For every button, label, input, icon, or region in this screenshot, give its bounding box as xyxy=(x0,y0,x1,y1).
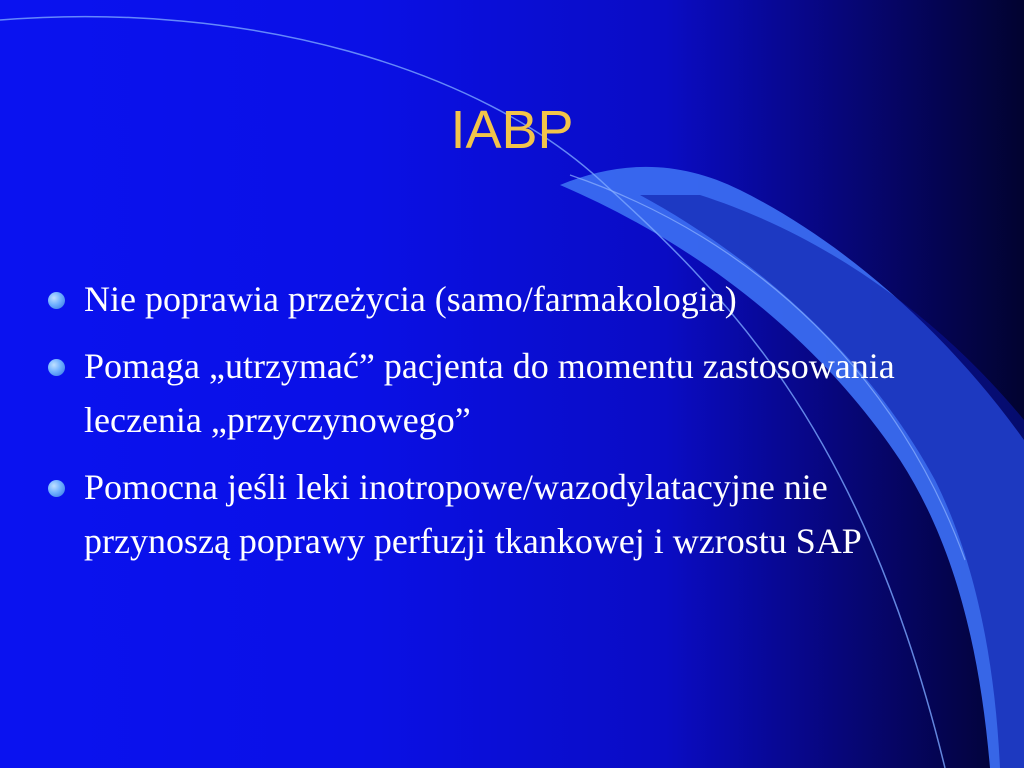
bullet-list xyxy=(48,272,978,581)
bullet-text: Pomocna jeśli leki inotropowe/wazodylatacyjne nie przynoszą poprawy perfuzji tkankowej i wzrostu SAP xyxy=(84,467,862,561)
bullet-dot-icon xyxy=(48,359,65,376)
bullet-item xyxy=(48,339,978,447)
bullet-text: Nie poprawia przeżycia (samo/farmakologia) xyxy=(84,279,737,319)
bullet-dot-icon xyxy=(48,480,65,497)
bullet-item xyxy=(48,272,978,326)
bullet-dot-icon xyxy=(48,292,65,309)
bullet-text: Pomaga „utrzymać” pacjenta do momentu zastosowania leczenia „przyczynowego” xyxy=(84,346,895,440)
slide-title: IABP xyxy=(450,100,574,160)
bullet-item xyxy=(48,460,978,568)
